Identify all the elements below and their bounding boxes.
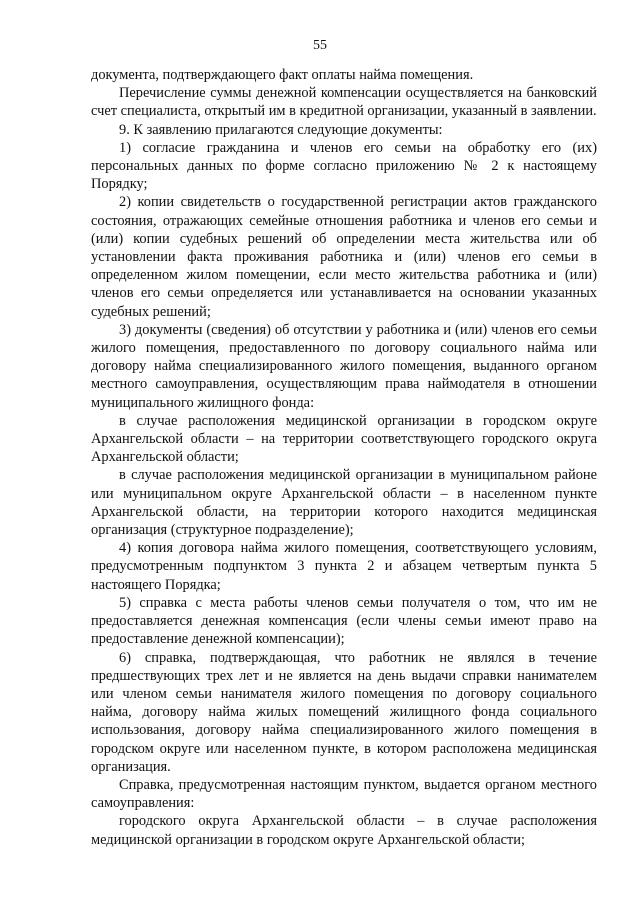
paragraph: 3) документы (сведения) об отсутствии у работника и (или) членов его семьи жилого помещения, предоставленного по договору социального найма или договору найма специализированного жилого помещения, выданного органом местного самоуправления, осуществляющим права наймодателя в отношении муниципального жилищного фонда: [91,321,597,411]
paragraph: 6) справка, подтверждающая, что работник не являлся в течение предшествующих трех лет и не является на день выдачи справки нанимателем или членом семьи нанимателя жилого помещения по договору социального найма, договору найма жилых помещений жилищного фонда социального использования, договору найма специализированного жилого помещения в городском округе или населенном пункте, в котором расположена медицинская организация. [91,649,597,775]
paragraph: Справка, предусмотренная настоящим пунктом, выдается органом местного самоуправления: [91,776,597,812]
paragraph: в случае расположения медицинской организации в муниципальном районе или муниципальном округе Архангельской области – в населенном пункте Архангельской области, на территории которого находится медицинская организация (структурное подразделение); [91,467,597,539]
document-body [91,66,597,849]
paragraph: городского округа Архангельской области – в случае расположения медицинской организации в городском округе Архангельской области; [91,813,597,848]
paragraph: Перечисление суммы денежной компенсации осуществляется на банковский счет специалиста, открытый им в кредитной организации, указанный в заявлении. [91,85,597,120]
paragraph: документа, подтверждающего факт оплаты найма помещения. [91,67,474,83]
paragraph: 5) справка с места работы членов семьи получателя о том, что им не предоставляется денежная компенсация (если члены семьи имеют право на предоставление денежной компенсации); [91,594,597,648]
page-number: 55 [313,38,327,53]
paragraph: 9. К заявлению прилагаются следующие документы: [119,121,443,138]
paragraph: в случае расположения медицинской организации в городском округе Архангельской области – на территории соответствующего городского округа Архангельской области; [91,412,597,466]
paragraph: 1) согласие гражданина и членов его семьи на обработку его (их) персональных данных по форме согласно приложению № 2 к настоящему Порядку; [91,139,597,193]
paragraph: 2) копии свидетельств о государственной регистрации актов гражданского состояния, отражающих семейные отношения работника и членов его семьи и (или) копии судебных решений об определении места жительства или об установлении факта проживания работника и (или) членов его семьи в определенном жилом помещении, если место жительства работника и (или) членов его семьи определяется или устанавливается на основании указанных судебных решений; [91,194,597,320]
paragraph: 4) копия договора найма жилого помещения, соответствующего условиям, предусмотренным подпунктом 3 пункта 2 и абзацем четвертым пункта 5 настоящего Порядка; [91,540,597,593]
